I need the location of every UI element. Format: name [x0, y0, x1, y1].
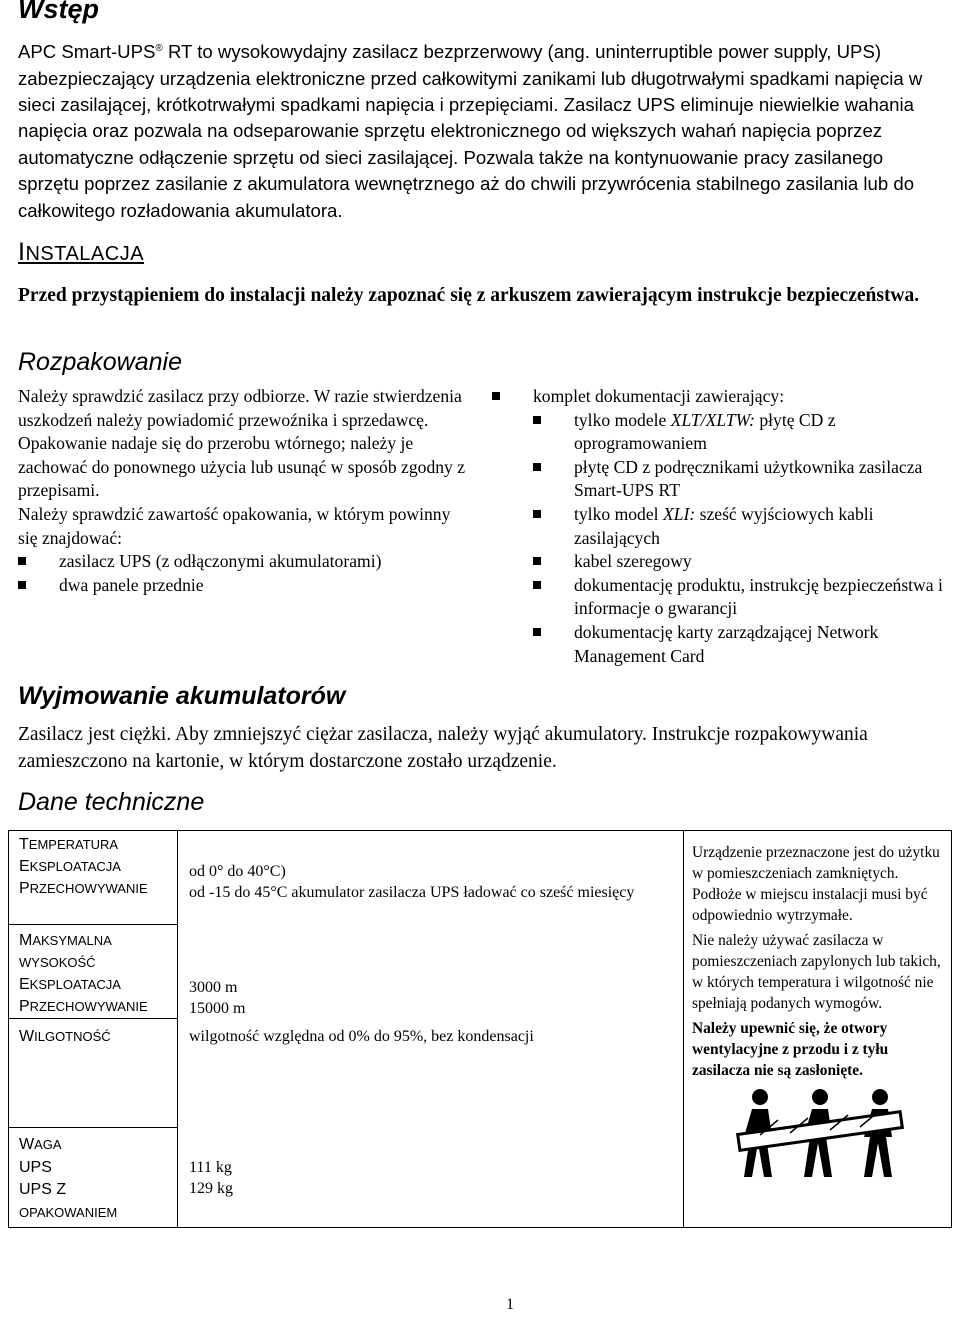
installation-notes — [692, 842, 948, 1189]
list-item — [492, 385, 952, 409]
intro-paragraph — [18, 36, 946, 224]
bullet-square-icon — [533, 510, 541, 518]
unpacking-recycle-paragraph: Opakowanie nadaje się do przerobu wtórnego; należy je zachować do ponownego użycia lub usunąć w sposób zgodny z przepisami. — [18, 433, 466, 501]
spec-value-temp-storage: od -15 do 45°C akumulator zasilacza UPS ładować co sześć miesięcy — [189, 884, 635, 901]
list-item-text: dokumentację karty zarządzającej Network Management Card — [574, 621, 879, 666]
table-border — [8, 830, 9, 1228]
spec-value-humidity: wilgotność względna od 0% do 95%, bez kondensacji — [189, 1028, 534, 1045]
list-item — [533, 409, 952, 456]
list-item-text: kabel szeregowy — [574, 551, 692, 572]
list-item-text: dwa panele przednie — [59, 574, 204, 595]
spec-value-altitude-storage: 15000 m — [189, 1000, 246, 1017]
unpacking-contents-paragraph: Należy sprawdzić zawartość opakowania, w którym powinny się znajdować: — [18, 503, 451, 548]
model-name: XLI: — [662, 503, 696, 524]
list-item — [533, 550, 952, 574]
list-item-text: płytę CD z oprogramowaniem — [574, 409, 836, 454]
bullet-square-icon — [492, 392, 500, 400]
bullet-square-icon — [533, 581, 541, 589]
list-item-text: sześć wyjściowych kabli zasilających — [574, 503, 874, 548]
table-border — [683, 830, 684, 1228]
bullet-square-icon — [533, 628, 541, 636]
section-title-wstep: Wstęp — [18, 0, 99, 24]
unpacking-left-column — [18, 385, 468, 597]
bullet-square-icon — [533, 416, 541, 424]
section-title-instalacja — [18, 238, 144, 267]
documentation-list — [492, 385, 952, 409]
bullet-square-icon — [18, 581, 26, 589]
intro-text-rest: RT to wysokowydajny zasilacz bezprzerwowy (ang. uninterruptible power supply, UPS) zabezpieczający urządzenia elektroniczne przed całkowitymi zanikami lub długotrwałymi spadkami napięcia w sieci zasilającej, krótkotrwałymi spadkami napięcia i przepięciami. Zasilacz UPS eliminuje niewielkie wahania napięcia oraz pozwala na odseparowanie sprzętu elektronicznego od większych wahań napięcia poprzez automatyczne odłączenie sprzętu od sieci zasilającej. Pozwala także na kontynuowanie pracy zasilanego sprzętu poprzez zasilanie z akumulatora wewnętrznego aż do chwili przywrócenia stabilnego zasilania lub do całkowitego rozładowania akumulatora. — [18, 41, 923, 221]
list-item-text: dokumentację produktu, instrukcję bezpieczeństwa i informacje o gwarancji — [574, 574, 943, 619]
list-item-text: tylko model — [574, 503, 663, 524]
table-border — [177, 830, 178, 1228]
unpacking-right-column — [492, 385, 952, 668]
spec-label-humidity: WILGOTNOŚĆ — [19, 1028, 111, 1045]
documentation-sublist — [533, 409, 952, 669]
table-border — [951, 830, 952, 1228]
spec-label-packaging: OPAKOWANIEM — [19, 1205, 118, 1220]
spec-table — [8, 830, 952, 1230]
spec-label-max-altitude: MAKSYMALNA — [19, 932, 112, 949]
spec-label-temperature: TEMPERATURA — [19, 836, 119, 853]
note-ventilation: Należy upewnić się, że otwory wentylacyjne z przodu i z tyłu zasilacza nie są zasłonięte. — [692, 1020, 889, 1079]
list-item — [533, 574, 952, 621]
registered-mark: ® — [155, 43, 163, 54]
spec-label-operating: EKSPLOATACJA — [19, 858, 121, 875]
model-name: XLT/XLTW: — [670, 409, 755, 430]
spec-value-weight-ups: 111 kg — [189, 1159, 232, 1176]
section-title-rozpakowanie: Rozpakowanie — [18, 348, 182, 376]
bullet-square-icon — [533, 557, 541, 565]
table-border — [8, 1018, 177, 1019]
list-item — [18, 550, 468, 574]
note-indoor: Urządzenie przeznaczone jest do użytku w pomieszczeniach zamkniętych. Podłoże w miejscu instalacji musi być odpowiednio wytrzymałe. — [692, 844, 940, 924]
note-dust: Nie należy używać zasilacza w pomieszczeniach zapylonych lub takich, w których temperatura i wilgotność nie spełniają podanych wymogów. — [692, 932, 941, 1012]
spec-value-temp-operating: od 0° do 40°C) — [189, 863, 286, 880]
safety-warning: Przed przystąpieniem do instalacji należy zapoznać się z arkuszem zawierającym instrukcje bezpieczeństwa. — [18, 285, 920, 306]
spec-value-altitude-operating: 3000 m — [189, 979, 238, 996]
package-contents-list — [18, 550, 468, 597]
instalacja-rest: NSTALACJA — [25, 243, 145, 265]
spec-label-operating: EKSPLOATACJA — [19, 976, 121, 993]
spec-label-ups-packaged: UPS Z — [19, 1181, 67, 1198]
spec-label-altitude: WYSOKOŚĆ — [19, 955, 96, 970]
battery-removal-paragraph: Zasilacz jest ciężki. Aby zmniejszyć ciężar zasilacza, należy wyjąć akumulatory. Instrukcje rozpakowywania zamieszczono na kartonie, w którym dostarczone zostało urządzenie. — [18, 724, 868, 772]
bullet-square-icon — [533, 463, 541, 471]
table-border — [8, 1227, 952, 1228]
table-border — [8, 1127, 177, 1128]
unpacking-check-paragraph: Należy sprawdzić zasilacz przy odbiorze. W razie stwierdzenia uszkodzeń należy powiadomić przewoźnika i sprzedawcę. — [18, 386, 462, 430]
intro-text-start: APC Smart-UPS — [18, 41, 156, 63]
spec-label-storage: PRZECHOWYWANIE — [19, 880, 148, 897]
spec-label-ups: UPS — [19, 1159, 52, 1176]
list-item-text: zasilacz UPS (z odłączonymi akumulatorami) — [59, 551, 382, 572]
list-item — [533, 621, 952, 668]
bullet-square-icon — [18, 557, 26, 565]
section-title-wyjmowanie: Wyjmowanie akumulatorów — [18, 682, 346, 710]
list-item — [18, 574, 468, 598]
list-item — [533, 503, 952, 550]
list-item-text: komplet dokumentacji zawierający: — [533, 386, 785, 406]
list-item-text: tylko modele — [574, 409, 671, 430]
list-item-text: płytę CD z podręcznikami użytkownika zasilacza Smart-UPS RT — [574, 456, 923, 501]
instalacja-initial: I — [18, 238, 26, 266]
spec-label-storage: PRZECHOWYWANIE — [19, 998, 148, 1015]
spec-label-weight: WAGA — [19, 1136, 62, 1153]
spec-value-weight-packaged: 129 kg — [189, 1180, 233, 1197]
section-title-dane-techniczne: Dane techniczne — [18, 788, 205, 816]
list-item — [533, 456, 952, 503]
page-number: 1 — [506, 1296, 514, 1313]
two-person-lift-icon — [730, 1087, 910, 1183]
table-border — [8, 924, 177, 925]
table-border — [8, 830, 952, 831]
